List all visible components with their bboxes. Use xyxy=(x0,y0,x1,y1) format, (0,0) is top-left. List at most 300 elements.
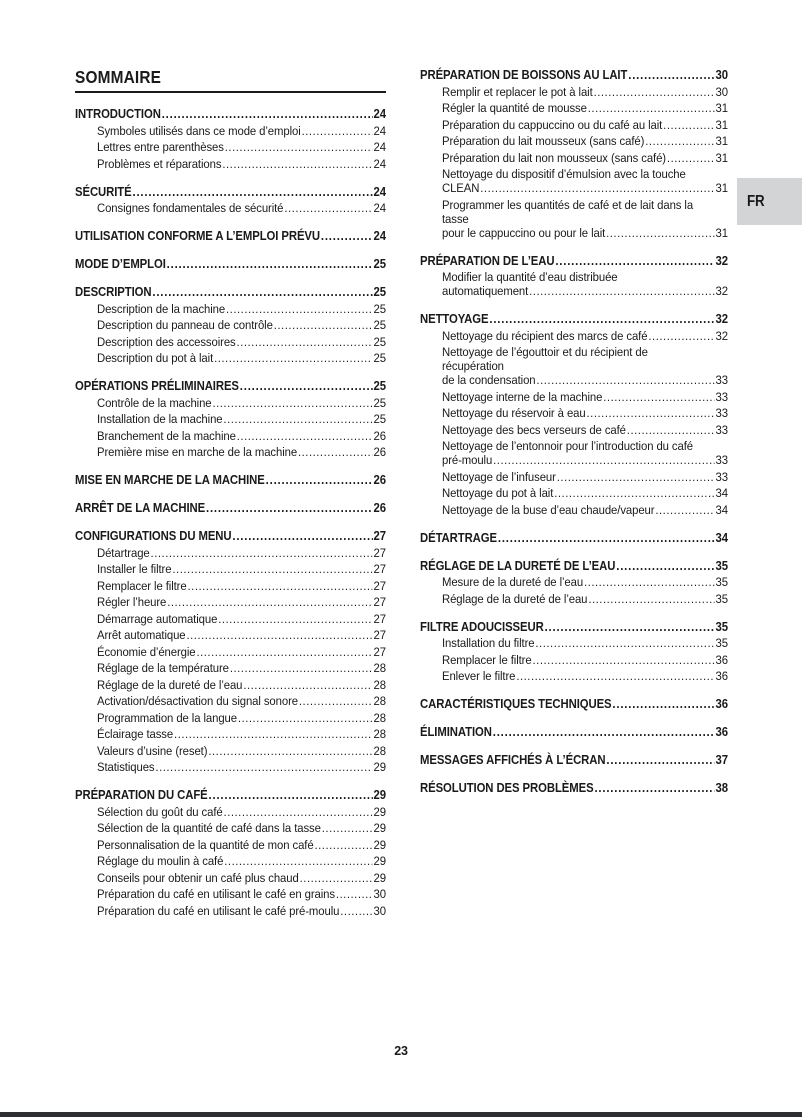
toc-entry[interactable] xyxy=(420,68,728,82)
toc-entry[interactable] xyxy=(420,101,728,115)
toc-entry[interactable] xyxy=(420,486,728,500)
toc-entry[interactable] xyxy=(75,678,386,692)
toc-entry-label: PRÉPARATION DU CAFÉ xyxy=(75,788,208,802)
toc-entry[interactable] xyxy=(420,151,728,165)
toc-page-number: 32 xyxy=(715,328,728,343)
toc-entry[interactable] xyxy=(420,725,728,739)
toc-chapter xyxy=(75,529,386,543)
toc-entry[interactable] xyxy=(420,636,728,650)
toc-chapter xyxy=(420,781,728,795)
toc-chapter xyxy=(420,559,728,573)
toc-subsection xyxy=(75,838,386,852)
toc-entry-label: SÉCURITÉ xyxy=(75,184,132,199)
toc-leader-dots xyxy=(188,579,373,593)
toc-subsection xyxy=(75,140,386,154)
toc-chapter xyxy=(420,68,728,82)
toc-entry[interactable] xyxy=(75,838,386,852)
toc-page-number: 32 xyxy=(715,284,728,298)
toc-page-number: 38 xyxy=(715,781,728,795)
toc-page-number: 26 xyxy=(373,473,386,487)
toc-subsection xyxy=(420,592,728,606)
toc-entry-label: Modifier la quantité d’eau distribuée xyxy=(442,270,618,284)
toc-entry[interactable] xyxy=(75,412,386,426)
toc-entry-label: Première mise en marche de la machine xyxy=(97,445,298,459)
toc-page-number: 25 xyxy=(373,334,386,349)
toc-entry-label: Réglage de la dureté de l’eau xyxy=(97,677,243,692)
toc-page-number: 24 xyxy=(373,107,386,121)
toc-entry-label: Mesure de la dureté de l’eau xyxy=(442,575,584,589)
toc-entry-label: Nettoyage de l’entonnoir pour l’introduction du café xyxy=(442,439,693,453)
toc-subsection xyxy=(75,805,386,819)
toc-page-number: 35 xyxy=(715,619,728,634)
toc-subsection xyxy=(420,345,728,387)
toc-subsection xyxy=(420,390,728,404)
toc-entry[interactable] xyxy=(420,620,728,634)
toc-entry-label: Description de la machine xyxy=(97,301,226,316)
toc-entry[interactable] xyxy=(420,781,728,795)
toc-leader-dots xyxy=(172,562,372,576)
toc-entry-label: PRÉPARATION DE L’EAU xyxy=(420,253,555,268)
toc-entry[interactable] xyxy=(75,546,386,560)
toc-subsection xyxy=(75,157,386,171)
toc-leader-dots xyxy=(336,887,373,901)
toc-entry-label: Nettoyage de l’égouttoir et du récipient de récupération xyxy=(442,345,648,373)
toc-page-number: 34 xyxy=(715,530,728,545)
toc-entry[interactable] xyxy=(75,124,386,138)
toc-entry-label: Régler la quantité de mousse xyxy=(442,101,587,115)
toc-page-number: 31 xyxy=(715,117,728,132)
toc-entry[interactable] xyxy=(75,788,386,802)
toc-entry[interactable] xyxy=(75,854,386,868)
toc-entry-label: Préparation du lait non mousseux (sans café) xyxy=(442,150,666,165)
toc-page-number: 30 xyxy=(715,68,728,82)
toc-entry-label: Détartrage xyxy=(97,545,150,560)
toc-page-number: 35 xyxy=(715,575,728,589)
language-tab-label: FR xyxy=(747,192,765,210)
toc-leader-dots xyxy=(223,412,372,426)
page-title: SOMMAIRE xyxy=(75,67,162,87)
toc-leader-dots xyxy=(151,546,373,560)
toc-leader-dots xyxy=(232,529,372,543)
toc-leader-dots xyxy=(222,157,372,171)
toc-page-number: 33 xyxy=(715,422,728,437)
toc-leader-dots xyxy=(225,140,373,154)
toc-page-number: 33 xyxy=(715,373,728,387)
toc-entry[interactable] xyxy=(420,85,728,99)
toc-subsection xyxy=(75,645,386,659)
toc-page-number: 31 xyxy=(715,181,728,195)
toc-page-number: 36 xyxy=(715,697,728,711)
toc-entry[interactable] xyxy=(420,697,728,711)
toc-leader-dots xyxy=(214,351,373,365)
toc-leader-dots xyxy=(152,285,372,299)
toc-entry[interactable] xyxy=(420,439,728,467)
page-number: 23 xyxy=(394,1044,408,1058)
toc-entry-label: Programmer les quantités de café et de lait dans la tasse xyxy=(442,197,694,226)
toc-entry[interactable] xyxy=(420,653,728,667)
toc-entry[interactable] xyxy=(420,118,728,132)
toc-entry-label: Préparation du cappuccino ou du café au lait xyxy=(442,117,663,132)
toc-entry-label: OPÉRATIONS PRÉLIMINAIRES xyxy=(75,379,239,393)
toc-entry[interactable] xyxy=(420,531,728,545)
toc-leader-dots xyxy=(535,636,714,650)
language-tab-fr xyxy=(737,178,802,225)
toc-page-number: 28 xyxy=(373,661,386,675)
toc-subsection xyxy=(75,904,386,918)
toc-entry[interactable] xyxy=(420,134,728,148)
toc-entry-label: CARACTÉRISTIQUES TECHNIQUES xyxy=(420,697,612,711)
toc-leader-dots xyxy=(300,871,373,885)
toc-subsection xyxy=(420,406,728,420)
toc-page-number: 24 xyxy=(373,140,386,154)
toc-chapter xyxy=(420,620,728,634)
toc-leader-dots xyxy=(155,760,372,774)
toc-leader-dots xyxy=(616,559,714,573)
toc-entry[interactable] xyxy=(75,335,386,349)
toc-entry[interactable] xyxy=(75,285,386,299)
toc-page-number: 24 xyxy=(373,156,386,171)
toc-subsection xyxy=(75,412,386,426)
toc-page-number: 28 xyxy=(373,727,386,741)
toc-chapter xyxy=(75,257,386,271)
toc-leader-dots xyxy=(133,185,373,199)
toc-entry-label-continued: automatiquement xyxy=(442,284,529,298)
toc-chapter xyxy=(420,254,728,268)
toc-page-number: 33 xyxy=(715,469,728,484)
toc-entry-label: Installation de la machine xyxy=(97,412,223,426)
toc-page-number: 24 xyxy=(373,229,386,243)
toc-entry-label: Description du panneau de contrôle xyxy=(97,318,273,332)
toc-leader-dots xyxy=(655,503,714,517)
toc-entry[interactable] xyxy=(420,198,728,240)
toc-subsection xyxy=(75,546,386,560)
toc-subsection xyxy=(420,85,728,99)
toc-page-number: 27 xyxy=(373,628,386,642)
toc-page-number: 25 xyxy=(373,257,386,271)
toc-subsection xyxy=(75,612,386,626)
toc-leader-dots xyxy=(237,335,373,349)
toc-subsection xyxy=(75,694,386,708)
toc-leader-dots xyxy=(627,423,715,437)
toc-entry-label: Éclairage tasse xyxy=(97,727,174,741)
toc-leader-dots xyxy=(302,124,373,138)
toc-entry-label: MODE D’EMPLOI xyxy=(75,257,166,271)
toc-entry[interactable] xyxy=(75,529,386,543)
toc-leader-dots xyxy=(536,373,714,387)
toc-entry[interactable] xyxy=(75,501,386,515)
toc-entry[interactable] xyxy=(75,351,386,365)
toc-chapter xyxy=(75,229,386,243)
toc-entry[interactable] xyxy=(75,887,386,901)
toc-page-number: 33 xyxy=(715,389,728,404)
toc-leader-dots xyxy=(588,101,715,115)
toc-entry-label: MISE EN MARCHE DE LA MACHINE xyxy=(75,473,265,487)
toc-entry[interactable] xyxy=(75,201,386,215)
toc-entry-label-continued: pré-moulu xyxy=(442,453,493,467)
toc-entry[interactable] xyxy=(75,379,386,393)
toc-entry[interactable] xyxy=(420,270,728,298)
toc-leader-dots xyxy=(322,821,373,835)
toc-leader-dots xyxy=(237,429,373,443)
toc-entry-label: NETTOYAGE xyxy=(420,312,489,326)
toc-entry-label: Valeurs d’usine (reset) xyxy=(97,743,208,758)
toc-entry[interactable] xyxy=(75,257,386,271)
toc-leader-dots xyxy=(606,753,714,767)
toc-chapter xyxy=(420,725,728,739)
toc-entry[interactable] xyxy=(420,254,728,268)
toc-entry-label: MESSAGES AFFICHÉS À L’ÉCRAN xyxy=(420,753,606,767)
toc-leader-dots xyxy=(612,697,714,711)
toc-subsection xyxy=(75,661,386,675)
toc-entry-label: RÉGLAGE DE LA DURETÉ DE L’EAU xyxy=(420,558,616,573)
toc-entry[interactable] xyxy=(75,579,386,593)
toc-entry[interactable] xyxy=(75,302,386,316)
toc-entry[interactable] xyxy=(75,445,386,459)
toc-page-number: 25 xyxy=(373,412,386,426)
toc-entry[interactable] xyxy=(420,312,728,326)
toc-subsection xyxy=(420,270,728,298)
toc-subsection xyxy=(420,653,728,667)
toc-entry-label: INTRODUCTION xyxy=(75,107,161,121)
toc-subsection xyxy=(75,854,386,868)
toc-entry-label: Arrêt automatique xyxy=(97,628,186,642)
toc-leader-dots xyxy=(603,390,714,404)
toc-entry[interactable] xyxy=(420,559,728,573)
toc-entry[interactable] xyxy=(75,229,386,243)
toc-subsection xyxy=(420,636,728,650)
toc-entry-label: ARRÊT DE LA MACHINE xyxy=(75,501,206,515)
toc-page-number: 29 xyxy=(373,821,386,835)
toc-entry[interactable] xyxy=(75,396,386,410)
toc-entry-label-continued: de la condensation xyxy=(442,373,536,387)
toc-entry-label: Préparation du café en utilisant le café en grains xyxy=(97,887,335,901)
toc-subsection xyxy=(75,429,386,443)
toc-entry[interactable] xyxy=(420,406,728,420)
toc-entry[interactable] xyxy=(75,185,386,199)
toc-entry[interactable] xyxy=(420,167,728,195)
toc-leader-dots xyxy=(186,628,372,642)
toc-leader-dots xyxy=(218,612,372,626)
toc-leader-dots xyxy=(587,406,715,420)
toc-leader-dots xyxy=(557,470,715,484)
toc-page-number: 29 xyxy=(373,870,386,885)
toc-chapter xyxy=(75,501,386,515)
toc-page-number: 27 xyxy=(373,611,386,626)
toc-subsection xyxy=(420,470,728,484)
toc-entry-label: Nettoyage du réservoir à eau xyxy=(442,406,586,420)
toc-entry[interactable] xyxy=(75,595,386,609)
toc-leader-dots xyxy=(545,620,715,634)
toc-entry[interactable] xyxy=(75,744,386,758)
toc-entry[interactable] xyxy=(420,329,728,343)
toc-entry-label: RÉSOLUTION DES PROBLÈMES xyxy=(420,781,594,795)
toc-leader-dots xyxy=(480,181,714,195)
toc-leader-dots xyxy=(226,302,373,316)
toc-leader-dots xyxy=(196,645,372,659)
toc-entry[interactable] xyxy=(75,711,386,725)
toc-right-column xyxy=(420,68,728,795)
toc-entry-label: Réglage de la dureté de l’eau xyxy=(442,591,588,606)
toc-entry[interactable] xyxy=(75,628,386,642)
toc-entry[interactable] xyxy=(75,157,386,171)
toc-subsection xyxy=(75,727,386,741)
toc-entry[interactable] xyxy=(75,661,386,675)
toc-entry[interactable] xyxy=(420,669,728,683)
toc-leader-dots xyxy=(238,711,373,725)
toc-entry-label: Régler l’heure xyxy=(97,595,167,609)
toc-page-number: 29 xyxy=(373,788,386,802)
toc-entry-label: Nettoyage des becs verseurs de café xyxy=(442,422,626,437)
toc-entry-label: Nettoyage du pot à lait xyxy=(442,486,554,500)
toc-entry[interactable] xyxy=(75,318,386,332)
toc-subsection xyxy=(75,318,386,332)
toc-entry-label: Problèmes et réparations xyxy=(97,156,222,171)
toc-entry[interactable] xyxy=(75,645,386,659)
toc-entry-label: Enlever le filtre xyxy=(442,669,516,683)
toc-subsection xyxy=(75,760,386,774)
toc-page-number: 27 xyxy=(373,529,386,543)
toc-subsection xyxy=(420,134,728,148)
toc-entry-label: FILTRE ADOUCISSEUR xyxy=(420,619,544,634)
toc-subsection xyxy=(75,396,386,410)
toc-leader-dots xyxy=(606,226,714,240)
toc-page-number: 31 xyxy=(715,134,728,148)
toc-page-number: 24 xyxy=(373,201,386,215)
toc-leader-dots xyxy=(594,85,715,99)
toc-entry[interactable] xyxy=(75,871,386,885)
toc-entry[interactable] xyxy=(420,470,728,484)
toc-entry-label: Réglage de la température xyxy=(97,661,229,675)
toc-entry[interactable] xyxy=(420,390,728,404)
toc-subsection xyxy=(75,579,386,593)
toc-leader-dots xyxy=(533,653,715,667)
toc-page-number: 25 xyxy=(373,351,386,365)
toc-page-number: 34 xyxy=(715,486,728,500)
toc-chapter xyxy=(75,285,386,299)
toc-entry-label: DÉTARTRAGE xyxy=(420,530,497,545)
toc-page-number: 28 xyxy=(373,677,386,692)
toc-entry[interactable] xyxy=(420,592,728,606)
toc-leader-dots xyxy=(212,396,372,410)
toc-entry-label: Sélection du goût du café xyxy=(97,804,223,819)
toc-page-number: 36 xyxy=(715,652,728,667)
toc-page-number: 27 xyxy=(373,545,386,560)
toc-entry[interactable] xyxy=(75,821,386,835)
toc-entry[interactable] xyxy=(75,473,386,487)
toc-entry[interactable] xyxy=(75,107,386,121)
toc-entry[interactable] xyxy=(75,760,386,774)
toc-subsection xyxy=(75,302,386,316)
toc-leader-dots xyxy=(645,134,714,148)
toc-page-number: 30 xyxy=(715,84,728,99)
toc-subsection xyxy=(75,335,386,349)
toc-leader-dots xyxy=(209,788,373,802)
toc-leader-dots xyxy=(174,727,373,741)
toc-entry[interactable] xyxy=(75,904,386,918)
toc-entry[interactable] xyxy=(420,753,728,767)
toc-subsection xyxy=(420,151,728,165)
toc-leader-dots xyxy=(554,486,714,500)
toc-entry-label: Installer le filtre xyxy=(97,562,172,576)
toc-entry-label: Nettoyage interne de la machine xyxy=(442,389,603,404)
toc-entry[interactable] xyxy=(75,727,386,741)
toc-subsection xyxy=(420,423,728,437)
toc-entry-label: Économie d’énergie xyxy=(97,644,196,659)
toc-page-number: 25 xyxy=(373,395,386,410)
toc-entry[interactable] xyxy=(75,140,386,154)
toc-leader-dots xyxy=(340,904,372,918)
toc-page-number: 26 xyxy=(373,445,386,459)
toc-leader-dots xyxy=(584,575,715,589)
toc-entry[interactable] xyxy=(420,423,728,437)
toc-entry-label: Remplir et replacer le pot à lait xyxy=(442,84,593,99)
toc-subsection xyxy=(75,821,386,835)
toc-leader-dots xyxy=(243,678,372,692)
toc-page-number: 31 xyxy=(715,101,728,115)
toc-entry-label: Réglage du moulin à café xyxy=(97,854,224,868)
toc-subsection xyxy=(75,628,386,642)
toc-page-number: 35 xyxy=(715,636,728,650)
toc-page-number: 29 xyxy=(373,760,386,774)
toc-subsection xyxy=(75,887,386,901)
toc-entry[interactable] xyxy=(75,429,386,443)
toc-entry-label: Personnalisation de la quantité de mon café xyxy=(97,837,314,852)
toc-page-number: 35 xyxy=(715,591,728,606)
toc-leader-dots xyxy=(516,669,714,683)
toc-page-number: 27 xyxy=(373,595,386,609)
toc-entry-label: Branchement de la machine xyxy=(97,428,236,443)
toc-entry[interactable] xyxy=(75,612,386,626)
toc-entry[interactable] xyxy=(420,503,728,517)
toc-leader-dots xyxy=(489,312,714,326)
toc-entry-label: Préparation du lait mousseux (sans café) xyxy=(442,134,645,148)
toc-page-number: 25 xyxy=(373,301,386,316)
toc-chapter xyxy=(75,379,386,393)
toc-leader-dots xyxy=(555,254,714,268)
toc-entry-label: Description du pot à lait xyxy=(97,351,214,365)
toc-leader-dots xyxy=(167,595,372,609)
toc-entry-label: ÉLIMINATION xyxy=(420,725,492,739)
toc-leader-dots xyxy=(274,318,373,332)
toc-entry-label: Nettoyage de l’infuseur xyxy=(442,469,556,484)
toc-page-number: 27 xyxy=(373,644,386,659)
toc-entry[interactable] xyxy=(75,805,386,819)
toc-leader-dots xyxy=(230,661,373,675)
toc-entry-label: Programmation de la langue xyxy=(97,710,237,725)
toc-page-number: 26 xyxy=(373,428,386,443)
toc-entry[interactable] xyxy=(420,345,728,387)
toc-leader-dots xyxy=(667,151,715,165)
toc-page-number: 35 xyxy=(715,558,728,573)
toc-subsection xyxy=(75,711,386,725)
toc-entry[interactable] xyxy=(420,575,728,589)
toc-subsection xyxy=(420,669,728,683)
toc-entry[interactable] xyxy=(75,562,386,576)
toc-subsection xyxy=(420,329,728,343)
toc-leader-dots xyxy=(224,854,372,868)
toc-subsection xyxy=(75,201,386,215)
toc-leader-dots xyxy=(224,805,373,819)
toc-subsection xyxy=(420,575,728,589)
toc-subsection xyxy=(420,101,728,115)
toc-leader-dots xyxy=(498,531,715,545)
toc-entry-label-continued: CLEAN xyxy=(442,181,480,195)
toc-entry[interactable] xyxy=(75,694,386,708)
toc-leader-dots xyxy=(208,744,372,758)
toc-leader-dots xyxy=(493,453,714,467)
toc-chapter xyxy=(420,312,728,326)
toc-page-number: 30 xyxy=(373,887,386,901)
